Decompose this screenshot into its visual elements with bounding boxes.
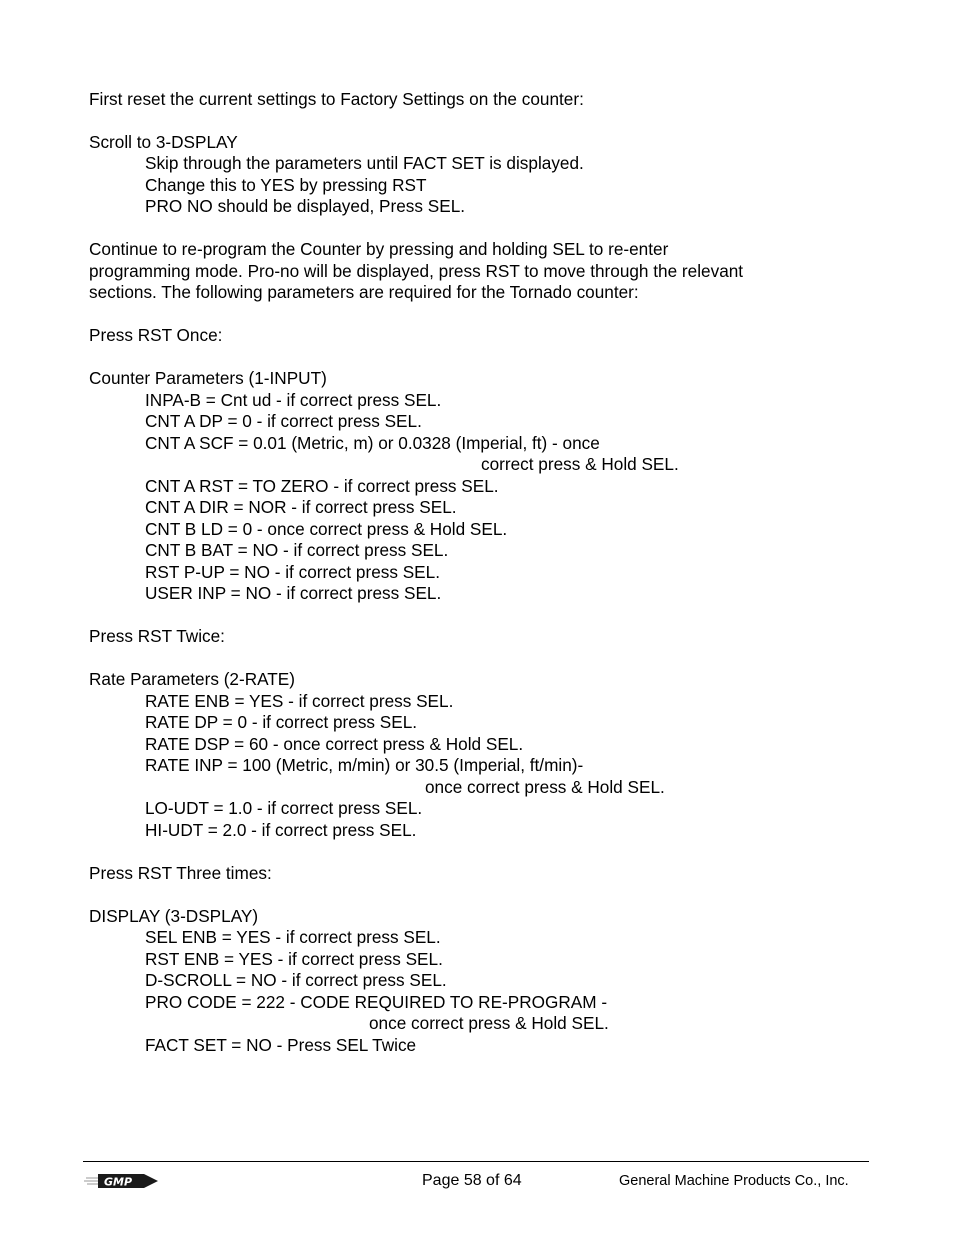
- parameter-line: CNT A SCF = 0.01 (Metric, m) or 0.0328 (Imperial, ft) - once: [145, 433, 600, 453]
- logo-text: GMP: [104, 1175, 133, 1189]
- parameter-line: CNT B BAT = NO - if correct press SEL.: [145, 540, 449, 560]
- continue-paragraph-line: programming mode. Pro-no will be displayed, press RST to move through the relevant: [89, 261, 744, 281]
- parameter-line: USER INP = NO - if correct press SEL.: [145, 583, 442, 603]
- reset-heading: Scroll to 3-DSPLAY: [89, 132, 238, 152]
- parameter-line: RATE DP = 0 - if correct press SEL.: [145, 712, 418, 732]
- parameter-line: CNT A DIR = NOR - if correct press SEL.: [145, 497, 457, 517]
- parameter-line: SEL ENB = YES - if correct press SEL.: [145, 927, 441, 947]
- parameter-continuation: once correct press & Hold SEL.: [425, 777, 665, 797]
- continue-paragraph-line: Continue to re-program the Counter by pressing and holding SEL to re-enter: [89, 239, 669, 259]
- parameter-line: RST ENB = YES - if correct press SEL.: [145, 949, 443, 969]
- parameter-line: D-SCROLL = NO - if correct press SEL.: [145, 970, 447, 990]
- parameter-line: PRO CODE = 222 - CODE REQUIRED TO RE-PROGRAM -: [145, 992, 608, 1012]
- section-heading: DISPLAY (3-DSPLAY): [89, 906, 259, 926]
- footer-divider: [83, 1161, 869, 1162]
- press-instruction: Press RST Once:: [89, 325, 223, 345]
- parameter-line: FACT SET = NO - Press SEL Twice: [145, 1035, 417, 1055]
- parameter-line: RST P-UP = NO - if correct press SEL.: [145, 562, 440, 582]
- reset-step: Skip through the parameters until FACT SET is displayed.: [145, 153, 584, 173]
- section-heading: Counter Parameters (1-INPUT): [89, 368, 327, 388]
- parameter-line: LO-UDT = 1.0 - if correct press SEL.: [145, 798, 423, 818]
- company-name: General Machine Products Co., Inc.: [619, 1173, 849, 1189]
- parameter-line: CNT A RST = TO ZERO - if correct press SEL.: [145, 476, 499, 496]
- parameter-line: RATE INP = 100 (Metric, m/min) or 30.5 (Imperial, ft/min)-: [145, 755, 584, 775]
- page-number: Page 58 of 64: [422, 1172, 522, 1189]
- continue-paragraph-line: sections. The following parameters are required for the Tornado counter:: [89, 282, 639, 302]
- parameter-line: RATE DSP = 60 - once correct press & Hold SEL.: [145, 734, 524, 754]
- intro-text: First reset the current settings to Factory Settings on the counter:: [89, 89, 584, 109]
- section-heading: Rate Parameters (2-RATE): [89, 669, 295, 689]
- parameter-line: HI-UDT = 2.0 - if correct press SEL.: [145, 820, 417, 840]
- parameter-line: CNT A DP = 0 - if correct press SEL.: [145, 411, 422, 431]
- parameter-continuation: correct press & Hold SEL.: [481, 454, 679, 474]
- reset-step: Change this to YES by pressing RST: [145, 175, 427, 195]
- reset-step: PRO NO should be displayed, Press SEL.: [145, 196, 466, 216]
- parameter-line: CNT B LD = 0 - once correct press & Hold SEL.: [145, 519, 508, 539]
- gmp-logo: [84, 1170, 160, 1192]
- press-instruction: Press RST Twice:: [89, 626, 225, 646]
- parameter-line: RATE ENB = YES - if correct press SEL.: [145, 691, 454, 711]
- press-instruction: Press RST Three times:: [89, 863, 272, 883]
- parameter-continuation: once correct press & Hold SEL.: [369, 1013, 609, 1033]
- parameter-line: INPA-B = Cnt ud - if correct press SEL.: [145, 390, 442, 410]
